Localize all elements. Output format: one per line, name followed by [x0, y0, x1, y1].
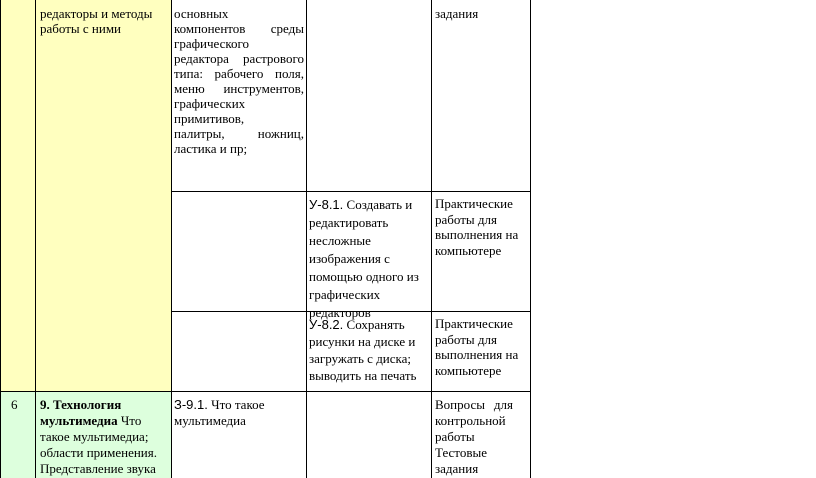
- skill-line: выводить на печать: [309, 368, 417, 383]
- skill-line: редактировать: [309, 215, 389, 230]
- topic-title: мультимедиа: [40, 413, 118, 428]
- assessment-line: работы: [435, 429, 475, 444]
- assessment-cell-row1: [435, 6, 478, 21]
- knowledge-line: графических: [174, 96, 246, 111]
- assessment-line: компьютере: [435, 242, 502, 258]
- knowledge-line: основных: [174, 6, 229, 21]
- yellow-column-topic: [36, 0, 171, 391]
- yellow-column-left: [0, 0, 35, 391]
- assessment-line: Тестовые: [435, 445, 487, 460]
- row-border-3: [0, 391, 531, 392]
- skill-code: У-8.1.: [309, 197, 344, 212]
- assessment-line: задания: [435, 6, 479, 21]
- assessment-line: работы для: [435, 331, 497, 347]
- skill-line: [309, 316, 416, 333]
- knowledge-line: примитивов,: [174, 111, 245, 126]
- knowledge-line: компонентов среды: [174, 21, 304, 36]
- knowledge-cell-row4: [174, 397, 265, 429]
- skill-line: несложные: [309, 233, 371, 248]
- row-border-1: [171, 191, 531, 192]
- knowledge-line: меню инструментов,: [174, 81, 304, 96]
- topic-line: Представление звука: [40, 461, 156, 476]
- knowledge-line: мультимедиа: [174, 413, 246, 428]
- topic-cell-row1: [40, 6, 152, 36]
- topic-line: работы с ними: [40, 21, 121, 36]
- assessment-cell-row3: [435, 316, 518, 378]
- knowledge-line: [174, 397, 265, 413]
- topic-line: редакторы и методы: [40, 6, 153, 21]
- knowledge-text: Что такое: [211, 397, 265, 412]
- assessment-cell-row4: [435, 397, 513, 477]
- assessment-line: задания: [435, 461, 479, 476]
- assessment-line: работы для: [435, 211, 497, 227]
- skill-line: [309, 196, 419, 214]
- knowledge-line: палитры, ножниц,: [174, 126, 304, 141]
- assessment-line: Практические: [435, 316, 513, 331]
- knowledge-line: ластика и пр;: [174, 141, 248, 156]
- topic-title: 9. Технология: [40, 397, 122, 412]
- skill-line: графических: [309, 287, 381, 302]
- topic-line: [40, 413, 157, 429]
- assessment-cell-row2: [435, 196, 518, 258]
- skill-line: загружать с диска;: [309, 351, 412, 366]
- assessment-line: выполнения на: [435, 227, 519, 242]
- topic-line: области применения.: [40, 445, 157, 460]
- table-border-col4: [431, 0, 432, 478]
- skill-line: изображения с: [309, 251, 390, 266]
- table-border-left: [0, 0, 1, 478]
- assessment-line: Вопросы для: [435, 397, 513, 412]
- skill-line: рисунки на диске и: [309, 334, 416, 349]
- skill-line: редакторов: [309, 305, 371, 320]
- row-number: 6: [11, 397, 18, 412]
- knowledge-line: графического: [174, 36, 250, 51]
- skill-code: У-8.2.: [309, 317, 344, 332]
- knowledge-cell-row1: [174, 6, 304, 156]
- skill-cell-row3: [309, 316, 416, 384]
- skill-line: помощью одного из: [309, 269, 419, 284]
- knowledge-line: типа: рабочего поля,: [174, 66, 304, 81]
- table-border-col2: [171, 0, 172, 478]
- assessment-line: Практические: [435, 196, 513, 211]
- topic-text: Что: [117, 413, 142, 428]
- skill-cell-row2: [309, 196, 419, 322]
- topic-cell-row4: [40, 397, 157, 477]
- knowledge-line: редактора растрового: [174, 51, 304, 66]
- assessment-line: компьютере: [435, 362, 502, 378]
- table-border-col3: [306, 0, 307, 478]
- knowledge-code: З-9.1.: [174, 397, 208, 412]
- topic-line: такое мультимедиа;: [40, 429, 149, 444]
- table-border-right: [530, 0, 531, 478]
- skill-text: Создавать и: [346, 197, 413, 212]
- skill-text: Сохранять: [346, 317, 405, 332]
- assessment-line: выполнения на: [435, 347, 519, 362]
- assessment-line: контрольной: [435, 413, 506, 428]
- table-border-col1: [35, 0, 36, 478]
